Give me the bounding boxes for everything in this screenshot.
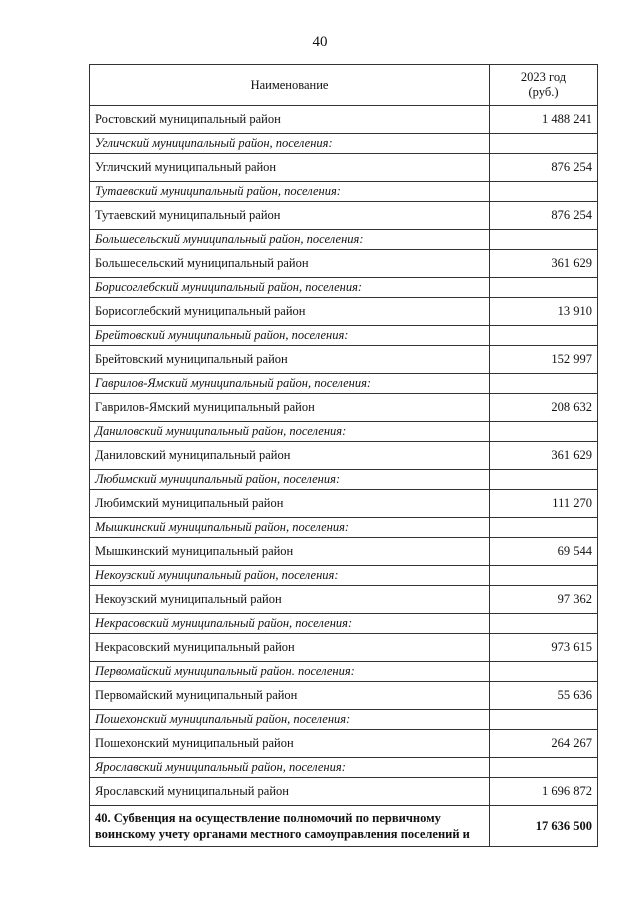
district-amount: 152 997: [490, 346, 598, 374]
table-header-row: [90, 65, 598, 106]
group-heading: Тутаевский муниципальный район, поселения:: [90, 182, 490, 202]
table-row: [90, 202, 598, 230]
group-heading-amount: [490, 758, 598, 778]
group-heading: Угличский муниципальный район, поселения:: [90, 134, 490, 154]
table-row: [90, 442, 598, 470]
group-heading: Даниловский муниципальный район, поселения:: [90, 422, 490, 442]
table-row: [90, 730, 598, 758]
subvention-name: 40. Субвенция на осуществление полномочий по первичному воинскому учету органами местного самоуправления поселений и: [90, 806, 490, 847]
district-amount: 264 267: [490, 730, 598, 758]
group-heading: Пошехонский муниципальный район, поселения:: [90, 710, 490, 730]
table-row: [90, 682, 598, 710]
group-heading-amount: [490, 662, 598, 682]
district-name: Некрасовский муниципальный район: [90, 634, 490, 662]
district-name: Мышкинский муниципальный район: [90, 538, 490, 566]
table-row: [90, 250, 598, 278]
table-row-total: [90, 806, 598, 847]
group-heading-amount: [490, 518, 598, 538]
column-header-unit: (руб.): [528, 85, 559, 99]
group-heading-amount: [490, 134, 598, 154]
budget-table: [89, 64, 598, 847]
district-name: Первомайский муниципальный район: [90, 682, 490, 710]
group-heading-amount: [490, 230, 598, 250]
table-row: [90, 778, 598, 806]
group-heading-amount: [490, 422, 598, 442]
group-heading: Большесельский муниципальный район, поселения:: [90, 230, 490, 250]
district-amount: 55 636: [490, 682, 598, 710]
table-row-heading: [90, 710, 598, 730]
group-heading-amount: [490, 182, 598, 202]
table-row: [90, 634, 598, 662]
table-row: [90, 154, 598, 182]
table-row-heading: [90, 326, 598, 346]
district-name: Угличский муниципальный район: [90, 154, 490, 182]
group-heading: Борисоглебский муниципальный район, поселения:: [90, 278, 490, 298]
district-name: Большесельский муниципальный район: [90, 250, 490, 278]
district-name: Ярославский муниципальный район: [90, 778, 490, 806]
group-heading-amount: [490, 326, 598, 346]
district-amount: 876 254: [490, 202, 598, 230]
table-row-heading: [90, 470, 598, 490]
table-row: [90, 394, 598, 422]
column-header-year: [490, 65, 598, 106]
table-row-heading: [90, 230, 598, 250]
table-row-heading: [90, 278, 598, 298]
table-row-heading: [90, 758, 598, 778]
district-name: Брейтовский муниципальный район: [90, 346, 490, 374]
district-amount: 111 270: [490, 490, 598, 518]
district-amount: 361 629: [490, 442, 598, 470]
table-row-heading: [90, 518, 598, 538]
table-row-heading: [90, 182, 598, 202]
district-amount: 1 488 241: [490, 106, 598, 134]
district-amount: 876 254: [490, 154, 598, 182]
district-amount: 1 696 872: [490, 778, 598, 806]
group-heading-amount: [490, 566, 598, 586]
subvention-amount: 17 636 500: [490, 806, 598, 847]
district-amount: 361 629: [490, 250, 598, 278]
group-heading: Мышкинский муниципальный район, поселения:: [90, 518, 490, 538]
table-row-heading: [90, 374, 598, 394]
group-heading: Некрасовский муниципальный район, поселения:: [90, 614, 490, 634]
district-name: Некоузский муниципальный район: [90, 586, 490, 614]
group-heading-amount: [490, 278, 598, 298]
district-name: Борисоглебский муниципальный район: [90, 298, 490, 326]
district-amount: 13 910: [490, 298, 598, 326]
table-row-heading: [90, 566, 598, 586]
table-row: [90, 298, 598, 326]
district-name: Даниловский муниципальный район: [90, 442, 490, 470]
group-heading-amount: [490, 470, 598, 490]
district-name: Гаврилов-Ямский муниципальный район: [90, 394, 490, 422]
table-row-heading: [90, 134, 598, 154]
district-name: Тутаевский муниципальный район: [90, 202, 490, 230]
page-number: 40: [312, 34, 328, 50]
table-row-heading: [90, 422, 598, 442]
table-row: [90, 538, 598, 566]
column-header-year-label: 2023 год: [520, 70, 567, 84]
district-name: Любимский муниципальный район: [90, 490, 490, 518]
district-name: Пошехонский муниципальный район: [90, 730, 490, 758]
group-heading: Некоузский муниципальный район, поселения:: [90, 566, 490, 586]
district-name: Ростовский муниципальный район: [90, 106, 490, 134]
table-row: [90, 490, 598, 518]
district-amount: 69 544: [490, 538, 598, 566]
district-amount: 97 362: [490, 586, 598, 614]
group-heading-amount: [490, 374, 598, 394]
group-heading-amount: [490, 710, 598, 730]
table-row: [90, 106, 598, 134]
group-heading: Первомайский муниципальный район. поселения:: [90, 662, 490, 682]
column-header-name: Наименование: [90, 65, 490, 106]
table-row-heading: [90, 614, 598, 634]
table-row: [90, 586, 598, 614]
group-heading: Ярославский муниципальный район, поселения:: [90, 758, 490, 778]
table-row-heading: [90, 662, 598, 682]
group-heading: Гаврилов-Ямский муниципальный район, поселения:: [90, 374, 490, 394]
table-row: [90, 346, 598, 374]
group-heading: Брейтовский муниципальный район, поселения:: [90, 326, 490, 346]
district-amount: 208 632: [490, 394, 598, 422]
group-heading: Любимский муниципальный район, поселения:: [90, 470, 490, 490]
group-heading-amount: [490, 614, 598, 634]
district-amount: 973 615: [490, 634, 598, 662]
